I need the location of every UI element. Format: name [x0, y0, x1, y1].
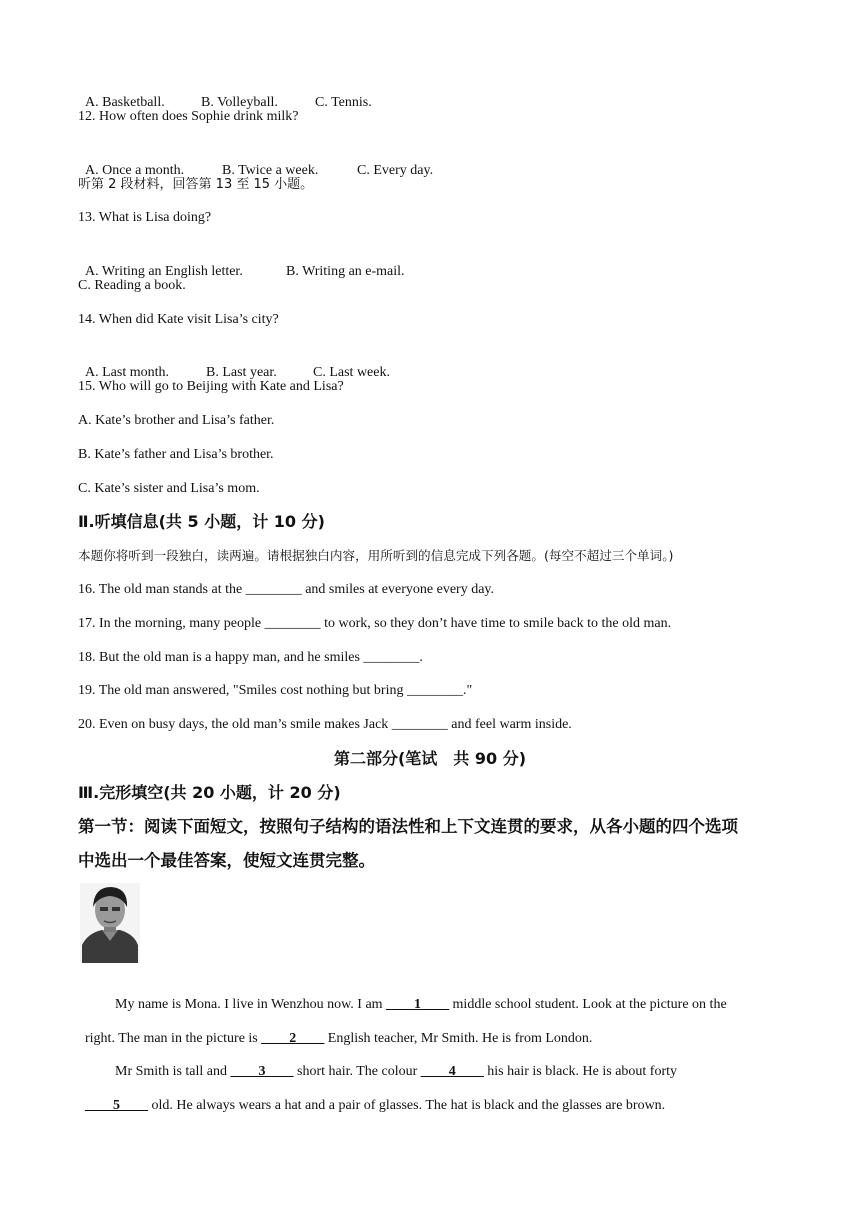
q20-question: 20. Even on busy days, the old man’s smile makes Jack ________ and feel warm inside.	[78, 717, 572, 732]
passage-text: his hair is black. He is about forty	[483, 1064, 678, 1079]
q12-question: 12. How often does Sophie drink milk?	[78, 109, 299, 124]
q13-option-c: C. Reading a book.	[78, 278, 186, 293]
section3-title: Ⅲ.完形填空(共 20 小题，计 20 分)	[78, 783, 341, 802]
section2-instruction: 本题你将听到一段独白，读两遍。请根据独白内容，用所听到的信息完成下列各题。(每空不超过三个单词。)	[78, 548, 674, 563]
q15-option-a: A. Kate’s brother and Lisa’s father.	[78, 413, 275, 428]
q18-question: 18. But the old man is a happy man, and he smiles ________.	[78, 650, 423, 665]
passage-text: right. The man in the picture is	[85, 1031, 262, 1046]
passage-text: old. He always wears a hat and a pair of glasses. The hat is black and the glasses are brown.	[148, 1098, 666, 1113]
q14-option-a: A. Last month.	[85, 365, 169, 380]
q11-option-b: B. Volleyball.	[201, 95, 278, 110]
teacher-photo	[80, 883, 140, 963]
q13-question: 13. What is Lisa doing?	[78, 210, 212, 225]
section3-instruction-line1: 第一节：阅读下面短文，按照句子结构的语法性和上下文连贯的要求，从各小题的四个选项	[78, 817, 738, 836]
q15-option-c: C. Kate’s sister and Lisa’s mom.	[78, 481, 260, 496]
blank-3: ____3____	[230, 1064, 294, 1079]
q19-question: 19. The old man answered, "Smiles cost nothing but bring ________."	[78, 683, 473, 698]
q13-option-b: B. Writing an e-mail.	[286, 264, 405, 279]
q16-question: 16. The old man stands at the ________ and smiles at everyone every day.	[78, 582, 495, 597]
blank-2: ____2____	[261, 1031, 325, 1046]
q14-question: 14. When did Kate visit Lisa’s city?	[78, 312, 279, 327]
blank-5: ____5____	[85, 1098, 148, 1113]
q12-option-a: A. Once a month.	[85, 163, 185, 178]
passage-text: English teacher, Mr Smith. He is from London.	[324, 1031, 593, 1046]
q11-option-c: C. Tennis.	[315, 95, 372, 110]
blank-1: ____1____	[386, 997, 450, 1012]
section3-instruction-line2: 中选出一个最佳答案，使短文连贯完整。	[78, 851, 375, 870]
passage-text: Mr Smith is tall and	[115, 1064, 231, 1079]
q13-option-a: A. Writing an English letter.	[85, 264, 243, 279]
man-portrait-icon	[80, 883, 140, 963]
part2-title: 第二部分(笔试 共 90 分)	[333, 749, 527, 768]
passage2-instruction: 听第 2 段材料，回答第 13 至 15 小题。	[78, 177, 314, 192]
q15-question: 15. Who will go to Beijing with Kate and Lisa?	[78, 379, 344, 394]
q14-option-c: C. Last week.	[313, 365, 390, 380]
section2-title: Ⅱ.听填信息(共 5 小题，计 10 分)	[78, 512, 325, 531]
q12-option-b: B. Twice a week.	[222, 163, 319, 178]
passage-text: middle school student. Look at the picture on the	[449, 997, 727, 1012]
passage-line4	[78, 1076, 665, 1116]
q12-option-c: C. Every day.	[357, 163, 434, 178]
passage-text: My name is Mona. I live in Wenzhou now. I am	[115, 997, 387, 1012]
q14-option-b: B. Last year.	[206, 365, 277, 380]
q11-option-a: A. Basketball.	[85, 95, 165, 110]
blank-4: ____4____	[420, 1064, 484, 1079]
passage-text: short hair. The colour	[293, 1064, 421, 1079]
q17-question: 17. In the morning, many people ________ to work, so they don’t have time to smile back to the old man.	[78, 616, 672, 631]
q15-option-b: B. Kate’s father and Lisa’s brother.	[78, 447, 274, 462]
